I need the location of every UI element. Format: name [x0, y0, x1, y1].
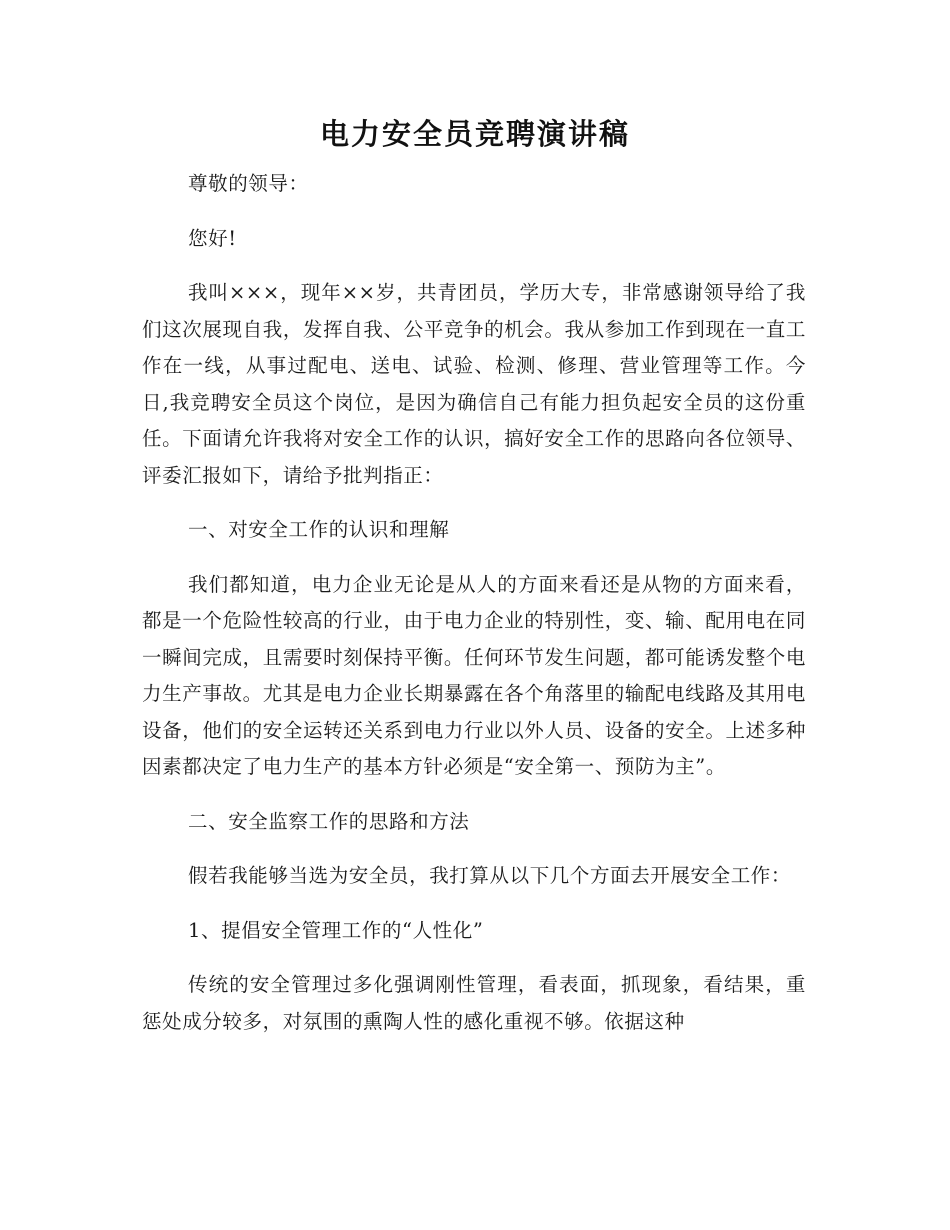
document-title: 电力安全员竞聘演讲稿 [319, 117, 630, 151]
section-heading-1: 一、对安全工作的认识和理解 [188, 518, 450, 541]
subsection-1-paragraph: 传统的安全管理过多化强调刚性管理，看表面，抓现象，看结果，重惩处成分较多，对氛围的熏陶人性的感化重视不够。依据这种 [142, 973, 806, 1033]
document-body [142, 166, 806, 1040]
greeting: 您好! [188, 226, 237, 250]
salutation: 尊敬的领导： [188, 172, 309, 195]
subsection-heading-1: 1、提倡安全管理工作的“人性化” [188, 918, 484, 942]
intro-paragraph: 我叫×××，现年××岁，共青团员，学历大专，非常感谢领导给了我们这次展现自我，发挥自我、公平竞争的机会。我从参加工作到现在一直工作在一线，从事过配电、送电、试验、检测、修理、营业管理等工作。今日,我竞聘安全员这个岗位，是因为确信自己有能力担负起安全员的这份重任。下面请允许我将对安全工作的认识，搞好安全工作的思路向各位领导、评委汇报如下，请给予批判指正： [142, 281, 806, 487]
section-heading-2: 二、安全监察工作的思路和方法 [188, 809, 470, 833]
section-2-paragraph: 假若我能够当选为安全员，我打算从以下几个方面去开展安全工作： [188, 864, 792, 887]
section-1-paragraph: 我们都知道，电力企业无论是从人的方面来看还是从物的方面来看，都是一个危险性较高的行业，由于电力企业的特别性，变、输、配用电在同一瞬间完成，且需要时刻保持平衡。任何环节发生问题，都可能诱发整个电力生产事故。尤其是电力企业长期暴露在各个角落里的输配电线路及其用电设备，他们的安全运转还关系到电力行业以外人员、设备的安全。上述多种因素都决定了电力生产的基本方针必须是“安全第一、预防为主”。 [142, 572, 806, 778]
